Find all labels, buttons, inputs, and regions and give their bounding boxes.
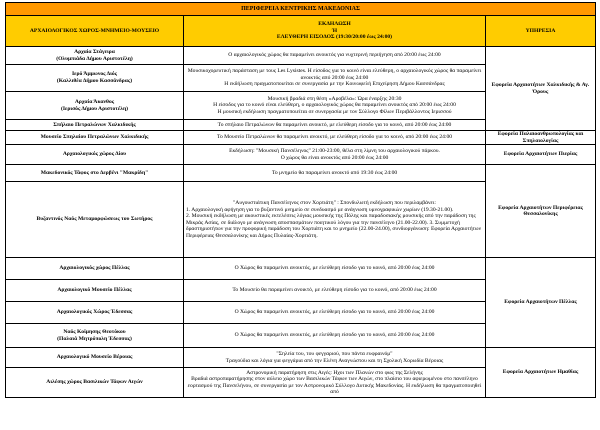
event-line: Ο αρχαιολογικός χώρος θα παραμείνει ανοικτός για νυχτερινή περιήγηση από 20:00 έως 24:00 [228, 52, 441, 59]
event-line: Αστρονομική παρατήρηση στις Αιγές: Ηχοι των Πλανών στο φως της Σελήνης [246, 369, 423, 376]
event-cell [184, 165, 486, 182]
event-cell [184, 348, 486, 368]
site-name: Μουσείο Σπηλαίου Πετραλώνων Χαλκιδικής [40, 134, 149, 141]
table-row [6, 131, 596, 145]
site-location: (Ολυμπιάδα Δήμου Αριστοτέλη) [56, 55, 133, 62]
event-cell [184, 47, 486, 65]
service-cell: Εφορεία Αρχαιοτήτων Πέλλας [486, 258, 596, 348]
site-cell [6, 324, 184, 348]
event-line: Η μουσική εκδήλωση πραγματοποιείται σε συνεργασία με τον Σύλλογο Φίλων Περιβάλλοντος Ιερισσού [217, 108, 452, 115]
event-cell [184, 120, 486, 131]
table-row [6, 47, 596, 65]
site-name: Σπήλαιο Πετραλώνων Χαλκιδικής [53, 121, 136, 128]
table-row [6, 145, 596, 165]
event-line: Η είσοδος για το κοινό είναι ελεύθερη, ο αρχαιολογικός χώρος θα παραμείνει ανοικτός από 20:00 έως 24:00 [213, 102, 456, 109]
site-cell [6, 131, 184, 145]
events-table [5, 2, 596, 398]
header-or: Ή [331, 27, 338, 34]
site-name: Αρχαιολογικό Μουσείο Πέλλας [57, 287, 132, 294]
event-line: 1. Αρχαιολογική αφήγηση για το βυζαντινό μνημείο σε συνδυασμό με ανάγνωση υμνογραφικών χωρίων (19.30-21.00). [186, 206, 454, 213]
site-name: Ιερό Άμμωνος Διός [71, 71, 118, 78]
event-line: 2. Μουσική εκδήλωση με ακουστικές εκτελέσεις λόγιας μουσικής της Πόλης και παραδοσιακής μουσικής από την παράδοση της Μικράς Ασίας, σε διάλογο με ανάγνωση αποσπασμάτων ποιητικού λόγου για την πανσέληνο (21.00-22.00). 3. Συμμετοχή δραστηριοτήτων για την προφορική παράδοση του Χορτιάτη και το μνημείο (22.00-24.00), συνδιοργάνωση: Εφορεία Αρχαιοτήτων Περιφέρειας Θεσσαλονίκης και Δήμος Πυλαίας-Χορτιάτη. [186, 213, 482, 239]
site-name: Ναός Κοίμησης Θεοτόκου [63, 329, 126, 336]
event-line: Η εκδήλωση πραγματοποιείται σε συνεργασία με την Κοινωφελή Επιχείρηση Δήμου Κασσάνδρας [224, 81, 445, 88]
site-cell [6, 348, 184, 368]
site-cell [6, 47, 184, 65]
event-line: Το σπήλαιο Πετραλώνων θα παραμείνει ανοικτό, με ελεύθερη είσοδο για το κοινό, από 20:00 έως 24:00 [217, 121, 452, 128]
event-line: Εκδήλωση: "Μουσική Πανσέληνος" 21:00-23:00, θέλα στη λίμνη του αρχαιολογικού πάρκου. [229, 148, 440, 155]
event-line: Μουσική βραδιά στη θέση «Αροβέλα»: Ώρα έναρξης 20:30 [267, 95, 402, 102]
event-cell [184, 92, 486, 120]
event-cell [184, 368, 486, 398]
site-name: Αρχαιολογικός χώρος Δίου [62, 151, 127, 158]
site-name: Αρχαία Στάγειρα [74, 48, 115, 55]
site-cell [6, 368, 184, 398]
site-cell [6, 280, 184, 302]
site-cell [6, 302, 184, 324]
header-service: ΥΠΗΡΕΣΙΑ [486, 16, 596, 47]
site-location: (Καλλιθέα Δήμου Κασσάνδρας) [56, 78, 133, 84]
table-row [6, 258, 596, 280]
site-cell [6, 182, 184, 258]
site-cell [6, 65, 184, 92]
site-location: (Παλαιά Μητρόπολη Έδεσσας) [57, 335, 132, 342]
event-cell [184, 324, 486, 348]
region-title: ΠΕΡΙΦΕΡΕΙΑ ΚΕΝΤΡΙΚΗΣ ΜΑΚΕΔΟΝΙΑΣ [6, 3, 596, 16]
event-line: Το μνημείο θα παραμείνει ανοικτό από 19:30 έως 24:00 [271, 169, 398, 176]
event-line: Ο Χώρος θα παραμείνει ανοικτός, με ελεύθερη είσοδο για το κοινό, από 20:00 έως 24:00 [234, 265, 435, 272]
event-cell [184, 182, 486, 258]
service-cell: Εφορεία Παλαιοανθρωπολογίας και Σπηλαιολογίας [486, 131, 596, 145]
event-line: Μουσικοχορευτική παράσταση με τους Les Lysistes. Η είσοδος για το κοινό είναι ελεύθερη, ο αρχαιολογικός χώρος θα παραμείνει ανοικτός από 20:00 έως 24:00 [187, 68, 482, 81]
event-line: "Αυγουστιάτικη Πανσέληνος στον Χορτιάτη" : Σπονδυλωτή εκδήλωση που περιλαμβάνει: [233, 199, 436, 206]
site-name: Μακεδονικός Τάφος στο Δερβένι "Μακρίδη" [40, 169, 149, 176]
event-cell [184, 145, 486, 165]
service-cell: Εφορεία Αρχαιοτήτων Περιφέρειας Θεσσαλονίκης [486, 165, 596, 258]
event-line: Βραδιά αστροπαρατήρησης στον αύλειο χώρο των Βασιλικών Τάφων των Αιγών, στο πλαίσιο του αφιερωμένου στο πανσέληνο εορτασμού της Πανσελήνου, σε συνεργασία με τον Αστρονομικό Σύλλογο Δυτικής Μακεδονίας. Η εκδήλωση θα πραγματοποιηθεί από [187, 376, 482, 396]
event-line: Ο Χώρος θα παραμείνει ανοικτός, με ελεύθερη είσοδο για το κοινό, από 20:00 έως 24:00 [234, 309, 435, 316]
event-cell [184, 65, 486, 92]
site-name: Βυζαντινός Ναός Μεταμορφώσεως του Σωτήρος [36, 216, 153, 223]
event-cell [184, 280, 486, 302]
header-event-label: ΕΚΔΗΛΩΣΗ [318, 21, 351, 28]
site-name: Αρχαιολογικός Χώρος Έδεσσας [56, 309, 133, 316]
site-name: Αρχαία Άκανθος [74, 98, 115, 105]
site-cell [6, 92, 184, 120]
site-name: Αρχαιολογικό Μουσείο Βέροιας [56, 354, 133, 361]
site-location: (Ιερισός Δήμου Αριστοτέλη) [60, 105, 129, 112]
event-line: Ο χώρος θα είναι ανοικτός από 20:00 έως 24:00 [280, 154, 389, 161]
header-free-entry: ΕΛΕΥΘΕΡΗ ΕΙΣΟΔΟΣ (19:30/20:00 έως 24:00) [276, 34, 393, 41]
service-cell: Εφορεία Αρχαιοτήτων Πιερίας [486, 145, 596, 165]
header-event [184, 16, 486, 47]
site-cell [6, 145, 184, 165]
event-line: Τραγούδια και λόγια για φεγγάρια από την Ελένη Αναγνώστου και τη Σχολική Χορωδία Βέροιας [225, 357, 444, 364]
event-cell [184, 131, 486, 145]
table-row [6, 165, 596, 182]
event-cell [184, 258, 486, 280]
event-cell [184, 302, 486, 324]
table-row [6, 348, 596, 368]
site-cell [6, 120, 184, 131]
event-line: Το Μουσείο Πετραλώνων θα παραμείνει ανοικτό, με ελεύθερη είσοδο για το κοινό, από 20:00 έως 24:00 [216, 134, 453, 141]
service-cell: Εφορεία Αρχαιοτήτων Χαλκιδικής & Αγ. Όρους [486, 47, 596, 131]
site-name: Αιλέσης χώρος Βασιλικών Τάφων Αιγών [46, 379, 143, 386]
event-line: "Σηλεία του, του φεγγαριού, που πάντα ευφραινόμ" [276, 351, 393, 358]
service-cell: Εφορεία Αρχαιοτήτων Ημαθίας [486, 348, 596, 398]
event-line: Ο Χώρος θα παραμείνει ανοικτός, με ελεύθερη είσοδο για το κοινό, από 20:00 έως 24:00 [234, 332, 435, 339]
site-name: Αρχαιολογικός χώρος Πέλλας [59, 265, 130, 272]
header-site: ΑΡΧΑΙΟΛΟΓΙΚΟΣ ΧΩΡΟΣ-ΜΝΗΜΕΙΟ-ΜΟΥΣΕΙΟ [6, 16, 184, 47]
site-cell [6, 258, 184, 280]
site-cell [6, 165, 184, 182]
event-line: Το Μουσείο θα παραμείνει ανοικτό, με ελεύθερη είσοδο για το κοινό, από 20:00 έως 24:00 [232, 287, 437, 294]
